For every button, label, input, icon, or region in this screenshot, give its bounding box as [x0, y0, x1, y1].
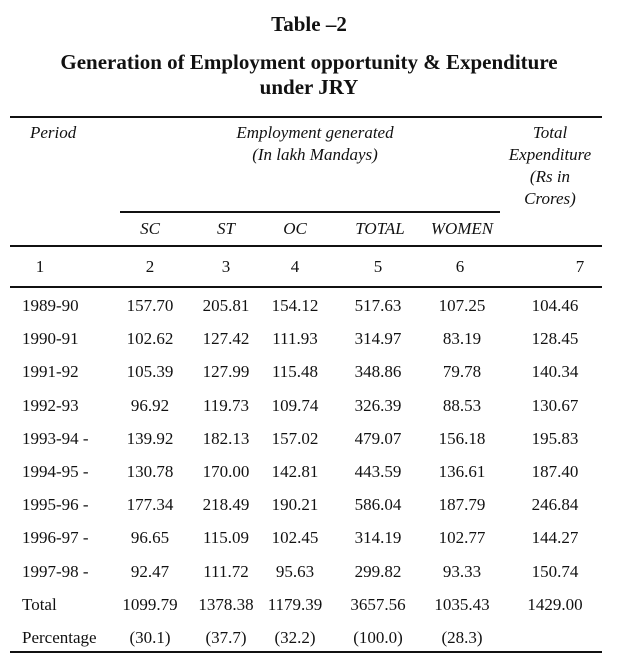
table-subtitle — [0, 50, 618, 100]
cell-women: 83.19 — [442, 329, 482, 348]
row-period: 1997-98 - — [22, 562, 89, 581]
cell-st: (37.7) — [205, 628, 247, 647]
table-title: Table –2 — [271, 12, 347, 36]
cell-oc: 111.93 — [272, 329, 318, 348]
top-rule — [10, 116, 602, 118]
row-period: 1993-94 - — [22, 429, 89, 448]
cell-oc: 157.02 — [271, 429, 319, 448]
cell-sc: 96.65 — [130, 528, 170, 547]
cell-st: 1378.38 — [198, 595, 254, 614]
cell-sc: 102.62 — [126, 329, 174, 348]
cell-oc: 1179.39 — [267, 595, 323, 614]
cell-oc: 154.12 — [271, 296, 319, 315]
cell-sc: (30.1) — [129, 628, 171, 647]
cell-women: 88.53 — [442, 396, 482, 415]
employment-subheader-rule — [120, 211, 500, 213]
cell-women: 1035.43 — [434, 595, 490, 614]
subtitle-line-2: under JRY — [259, 75, 359, 99]
subheader-sc: SC — [140, 219, 160, 238]
column-number-6: 6 — [455, 257, 465, 276]
cell-sc: 139.92 — [126, 429, 174, 448]
header-employment-line1: Employment generated — [236, 123, 394, 142]
cell-expenditure: 150.74 — [531, 562, 579, 581]
row-period: 1995-96 - — [22, 495, 89, 514]
cell-total: 314.97 — [354, 329, 402, 348]
cell-oc: 190.21 — [271, 495, 319, 514]
cell-women: 102.77 — [438, 528, 486, 547]
cell-st: 115.09 — [202, 528, 250, 547]
subheader-total: TOTAL — [355, 219, 405, 238]
cell-total: 326.39 — [354, 396, 402, 415]
subheader-women: WOMEN — [430, 219, 494, 238]
column-number-3: 3 — [221, 257, 231, 276]
row-period: 1991-92 — [22, 362, 79, 381]
cell-expenditure: 1429.00 — [527, 595, 583, 614]
cell-total: 479.07 — [354, 429, 402, 448]
cell-st: 127.99 — [202, 362, 250, 381]
subheader-st: ST — [217, 219, 235, 238]
header-expenditure-line1: Total — [532, 123, 568, 142]
row-period: 1989-90 — [22, 296, 79, 315]
header-expenditure-line4: Crores) — [524, 189, 576, 208]
column-number-7: 7 — [575, 257, 585, 276]
cell-expenditure: 130.67 — [531, 396, 579, 415]
cell-st: 119.73 — [202, 396, 250, 415]
cell-oc: (32.2) — [274, 628, 316, 647]
cell-total: 517.63 — [354, 296, 402, 315]
cell-expenditure: 104.46 — [531, 296, 579, 315]
cell-women: 107.25 — [438, 296, 486, 315]
cell-women: (28.3) — [441, 628, 483, 647]
cell-expenditure: 140.34 — [531, 362, 579, 381]
cell-sc: 177.34 — [126, 495, 174, 514]
cell-sc: 92.47 — [130, 562, 170, 581]
cell-expenditure: 144.27 — [531, 528, 579, 547]
subheader-oc: OC — [283, 219, 307, 238]
row-period: 1992-93 — [22, 396, 79, 415]
cell-total: 3657.56 — [350, 595, 406, 614]
cell-expenditure: 246.84 — [531, 495, 579, 514]
cell-expenditure: 128.45 — [531, 329, 579, 348]
column-number-2: 2 — [145, 257, 155, 276]
cell-sc: 1099.79 — [122, 595, 178, 614]
cell-expenditure: 187.40 — [531, 462, 579, 481]
column-number-top-rule — [10, 245, 602, 247]
cell-oc: 115.48 — [271, 362, 319, 381]
cell-total: 443.59 — [354, 462, 402, 481]
cell-st: 127.42 — [202, 329, 250, 348]
cell-total: 348.86 — [354, 362, 402, 381]
cell-expenditure: 195.83 — [531, 429, 579, 448]
cell-st: 182.13 — [202, 429, 250, 448]
cell-women: 156.18 — [438, 429, 486, 448]
row-period: Percentage — [22, 628, 97, 647]
header-expenditure-line2: Expenditure — [508, 145, 592, 164]
cell-women: 136.61 — [438, 462, 486, 481]
column-number-1: 1 — [35, 257, 45, 276]
row-period: 1996-97 - — [22, 528, 89, 547]
cell-total: 299.82 — [354, 562, 402, 581]
cell-sc: 96.92 — [130, 396, 170, 415]
header-period: Period — [30, 123, 77, 142]
subtitle-line-1: Generation of Employment opportunity & Expenditure — [60, 50, 558, 74]
cell-st: 111.72 — [203, 562, 249, 581]
row-period: 1990-91 — [22, 329, 79, 348]
cell-women: 187.79 — [438, 495, 486, 514]
cell-st: 170.00 — [202, 462, 250, 481]
header-expenditure-line3: (Rs in — [529, 167, 571, 186]
bottom-rule — [10, 651, 602, 653]
cell-women: 79.78 — [442, 362, 482, 381]
cell-sc: 105.39 — [126, 362, 174, 381]
column-number-bottom-rule — [10, 286, 602, 288]
cell-sc: 130.78 — [126, 462, 174, 481]
cell-oc: 109.74 — [271, 396, 319, 415]
column-number-5: 5 — [373, 257, 383, 276]
cell-total: 314.19 — [354, 528, 402, 547]
cell-oc: 102.45 — [271, 528, 319, 547]
row-period: 1994-95 - — [22, 462, 89, 481]
cell-oc: 95.63 — [275, 562, 315, 581]
cell-sc: 157.70 — [126, 296, 174, 315]
cell-women: 93.33 — [442, 562, 482, 581]
column-number-4: 4 — [290, 257, 300, 276]
cell-total: 586.04 — [354, 495, 402, 514]
cell-total: (100.0) — [353, 628, 403, 647]
cell-oc: 142.81 — [271, 462, 319, 481]
cell-st: 205.81 — [202, 296, 250, 315]
header-employment-line2: (In lakh Mandays) — [252, 145, 378, 164]
cell-st: 218.49 — [202, 495, 250, 514]
row-period: Total — [22, 595, 57, 614]
